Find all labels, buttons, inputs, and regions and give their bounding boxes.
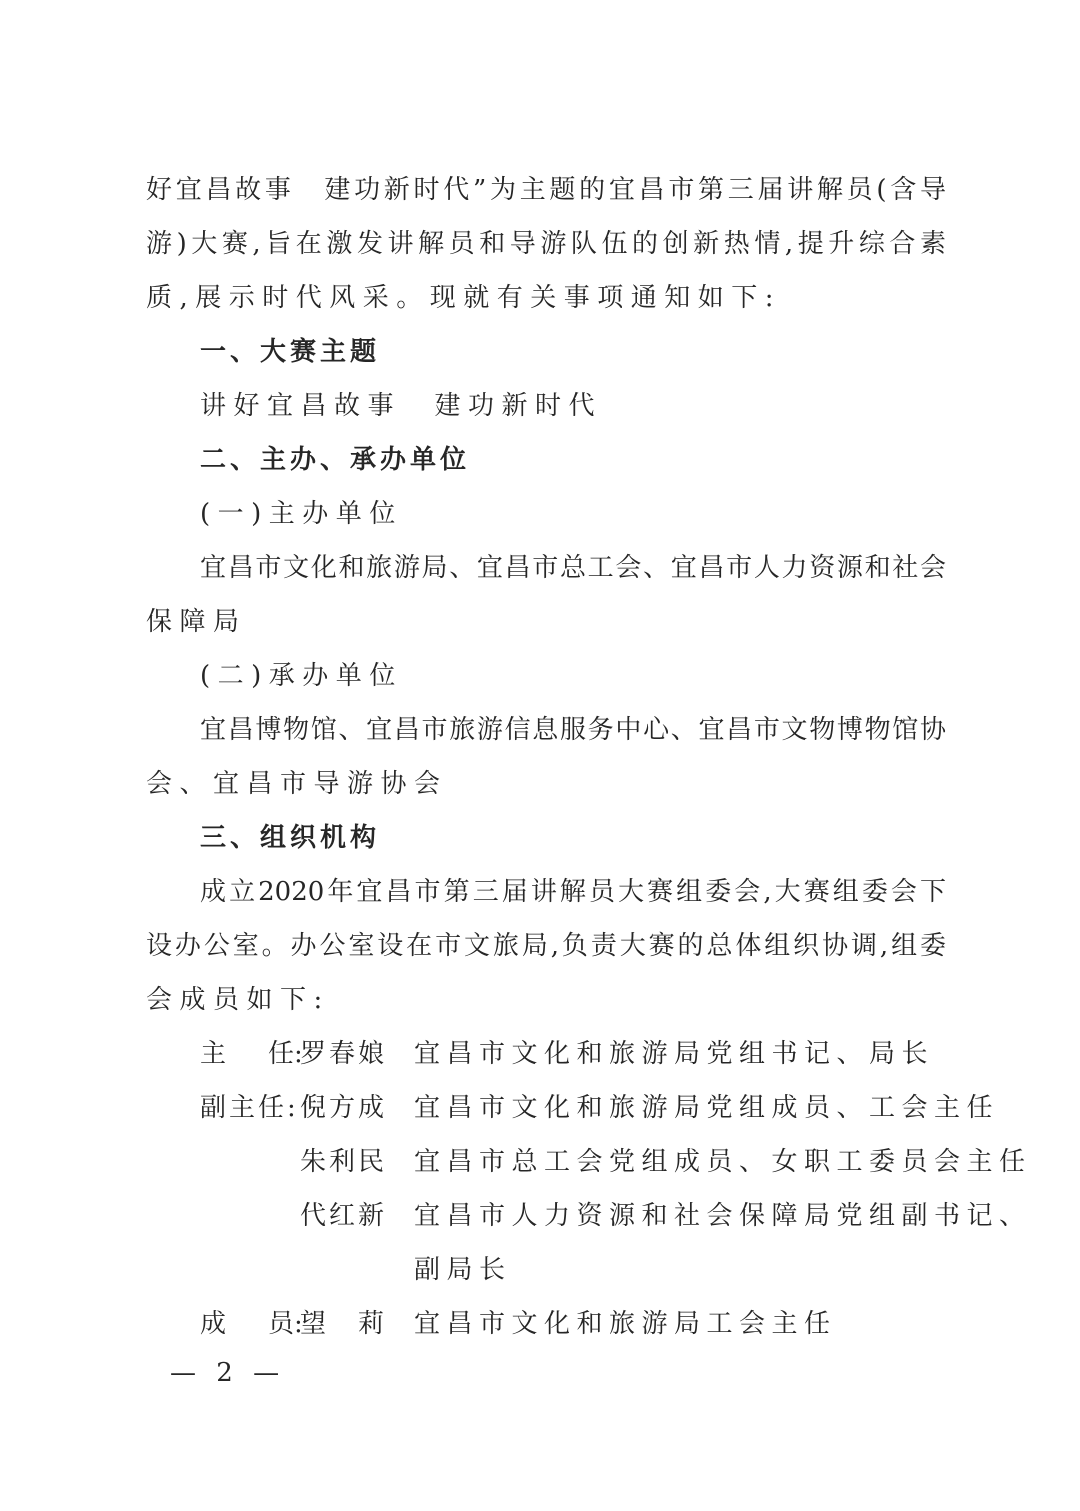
director-label <box>200 1037 303 1071</box>
deputy-name-1: 倪方成 <box>300 1093 388 1123</box>
intro-line-2: 游)大赛,旨在激发讲解员和导游队伍的创新热情,提升综合素 <box>146 229 946 259</box>
member-label <box>200 1307 303 1341</box>
member-name: 望 莉 <box>300 1309 388 1339</box>
structure-line-1: 成立2020年宜昌市第三届讲解员大赛组委会,大赛组委会下 <box>200 877 946 907</box>
director-label-part-b: 任: <box>268 1039 303 1069</box>
host-line-2: 保障局 <box>146 607 247 637</box>
intro-line-3: 质,展示时代风采。现就有关事项通知如下: <box>146 283 782 313</box>
host-line-1: 宜昌市文化和旅游局、宜昌市总工会、宜昌市人力资源和社会 <box>200 553 946 583</box>
member-duty: 宜昌市文化和旅游局工会主任 <box>414 1309 837 1339</box>
deputy-name-3: 代红新 <box>300 1201 388 1231</box>
director-label-part-a: 主 <box>200 1039 227 1069</box>
deputy-name-2: 朱利民 <box>300 1147 388 1177</box>
member-label-part-a: 成 <box>200 1309 227 1339</box>
director-duty: 宜昌市文化和旅游局党组书记、局长 <box>414 1039 935 1069</box>
organizer-line-1: 宜昌博物馆、宜昌市旅游信息服务中心、宜昌市文物博物馆协 <box>200 715 946 745</box>
deputy-duty-3-cont: 副局长 <box>414 1255 512 1285</box>
structure-line-2: 设办公室。办公室设在市文旅局,负责大赛的总体组织协调,组委 <box>146 931 946 961</box>
section-body-theme: 讲好宜昌故事 建功新时代 <box>200 391 603 421</box>
subsection-title-host: (一)主办单位 <box>200 499 403 529</box>
section-title-structure: 三、组织机构 <box>200 823 381 853</box>
section-title-theme: 一、大赛主题 <box>200 337 381 367</box>
member-label-part-b: 员: <box>268 1309 303 1339</box>
organizer-line-2: 会、宜昌市导游协会 <box>146 769 448 799</box>
intro-line-1: 好宜昌故事 建功新时代”为主题的宜昌市第三届讲解员(含导 <box>146 175 946 205</box>
deputy-duty-3: 宜昌市人力资源和社会保障局党组副书记、 <box>414 1201 1032 1231</box>
deputy-duty-2: 宜昌市总工会党组成员、女职工委员会主任 <box>414 1147 1032 1177</box>
subsection-title-organizer: (二)承办单位 <box>200 661 403 691</box>
deputy-label: 副主任: <box>200 1093 299 1123</box>
section-title-organizers: 二、主办、承办单位 <box>200 445 471 475</box>
deputy-duty-1: 宜昌市文化和旅游局党组成员、工会主任 <box>414 1093 1000 1123</box>
structure-line-3: 会成员如下: <box>146 985 330 1015</box>
page-number: — 2 — <box>170 1358 286 1388</box>
director-name: 罗春娘 <box>300 1039 388 1069</box>
